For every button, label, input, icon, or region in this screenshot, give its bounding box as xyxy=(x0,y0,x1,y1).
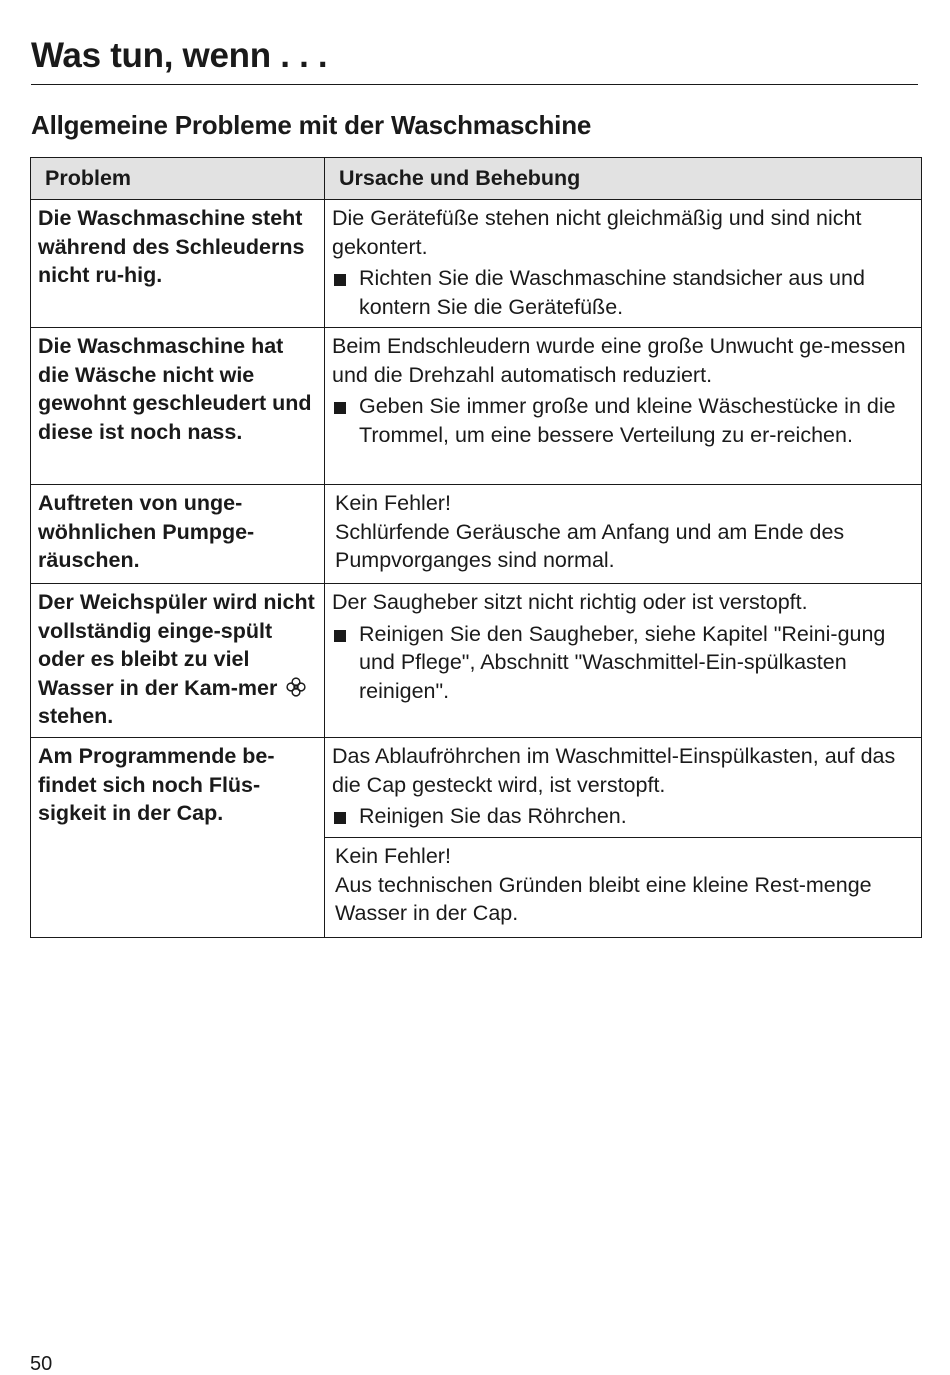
cause-cell xyxy=(325,200,922,328)
bullet-square-icon xyxy=(332,264,359,321)
table-row xyxy=(31,200,922,328)
fabric-softener-flower-icon xyxy=(285,676,307,698)
column-header-problem: Problem xyxy=(31,158,325,200)
column-header-cause: Ursache und Behebung xyxy=(325,158,922,200)
action-item xyxy=(332,264,913,321)
cause-text: Die Gerätefüße stehen nicht gleichmäßig und sind nicht gekontert. xyxy=(332,206,862,259)
cause-cell xyxy=(325,738,922,838)
note-text: Aus technischen Gründen bleibt eine kleine Rest-menge Wasser in der Cap. xyxy=(335,872,872,925)
problem-text: Die Waschmaschine hat die Wäsche nicht wie gewohnt geschleudert und diese ist noch nass. xyxy=(38,334,312,444)
table-row xyxy=(31,584,922,738)
action-item xyxy=(332,620,913,706)
table-row xyxy=(31,328,922,485)
table-header-row xyxy=(31,158,922,200)
problem-text: Auftreten von unge-wöhnlichen Pumpge-räuschen. xyxy=(38,491,255,572)
page-title: Was tun, wenn . . . xyxy=(31,36,328,75)
problem-text: Am Programmende be-findet sich noch Flüs-sigkeit in der Cap. xyxy=(38,744,275,825)
troubleshooting-table xyxy=(30,157,922,938)
table-row xyxy=(31,738,922,838)
action-item xyxy=(332,802,913,831)
page-number: 50 xyxy=(30,1353,53,1375)
problem-text-end: stehen. xyxy=(38,704,114,728)
table-row xyxy=(31,485,922,584)
note-cell xyxy=(325,838,922,938)
section-title: Allgemeine Probleme mit der Waschmaschine xyxy=(31,110,592,140)
problem-text: Der Weichspüler wird nicht vollständig einge-spült oder es bleibt zu viel Wasser in der Kam-mer xyxy=(38,590,315,700)
problem-cell xyxy=(31,584,325,738)
problem-cell xyxy=(31,738,325,938)
problem-cell xyxy=(31,485,325,584)
action-item xyxy=(332,392,913,449)
note-text: Schlürfende Geräusche am Anfang und am Ende des Pumpvorganges sind normal. xyxy=(335,519,845,572)
cause-text: Beim Endschleudern wurde eine große Unwucht ge-messen und die Drehzahl automatisch reduziert. xyxy=(332,334,906,387)
bullet-square-icon xyxy=(332,392,359,449)
bullet-square-icon xyxy=(332,802,359,831)
action-text: Richten Sie die Waschmaschine standsicher aus und kontern Sie die Gerätefüße. xyxy=(359,266,865,319)
problem-cell xyxy=(31,200,325,328)
cause-text: Das Ablaufröhrchen im Waschmittel-Einspülkasten, auf das die Cap gesteckt wird, ist verstopft. xyxy=(332,744,896,797)
cause-text: Der Saugheber sitzt nicht richtig oder ist verstopft. xyxy=(332,590,808,614)
action-text: Geben Sie immer große und kleine Wäschestücke in die Trommel, um eine bessere Verteilung zu er-reichen. xyxy=(359,394,896,447)
title-divider xyxy=(31,84,918,85)
bullet-square-icon xyxy=(332,620,359,706)
problem-cell xyxy=(31,328,325,485)
cause-cell xyxy=(325,584,922,738)
note-cell xyxy=(325,485,922,584)
cause-cell xyxy=(325,328,922,485)
note-heading: Kein Fehler! xyxy=(335,844,451,868)
problem-text: Die Waschmaschine steht während des Schleuderns nicht ru-hig. xyxy=(38,206,305,287)
note-heading: Kein Fehler! xyxy=(335,491,451,515)
action-text: Reinigen Sie das Röhrchen. xyxy=(359,804,627,828)
action-text: Reinigen Sie den Saugheber, siehe Kapitel "Reini-gung und Pflege", Abschnitt "Waschmittel-Ein-spülkasten reinigen". xyxy=(359,621,886,703)
